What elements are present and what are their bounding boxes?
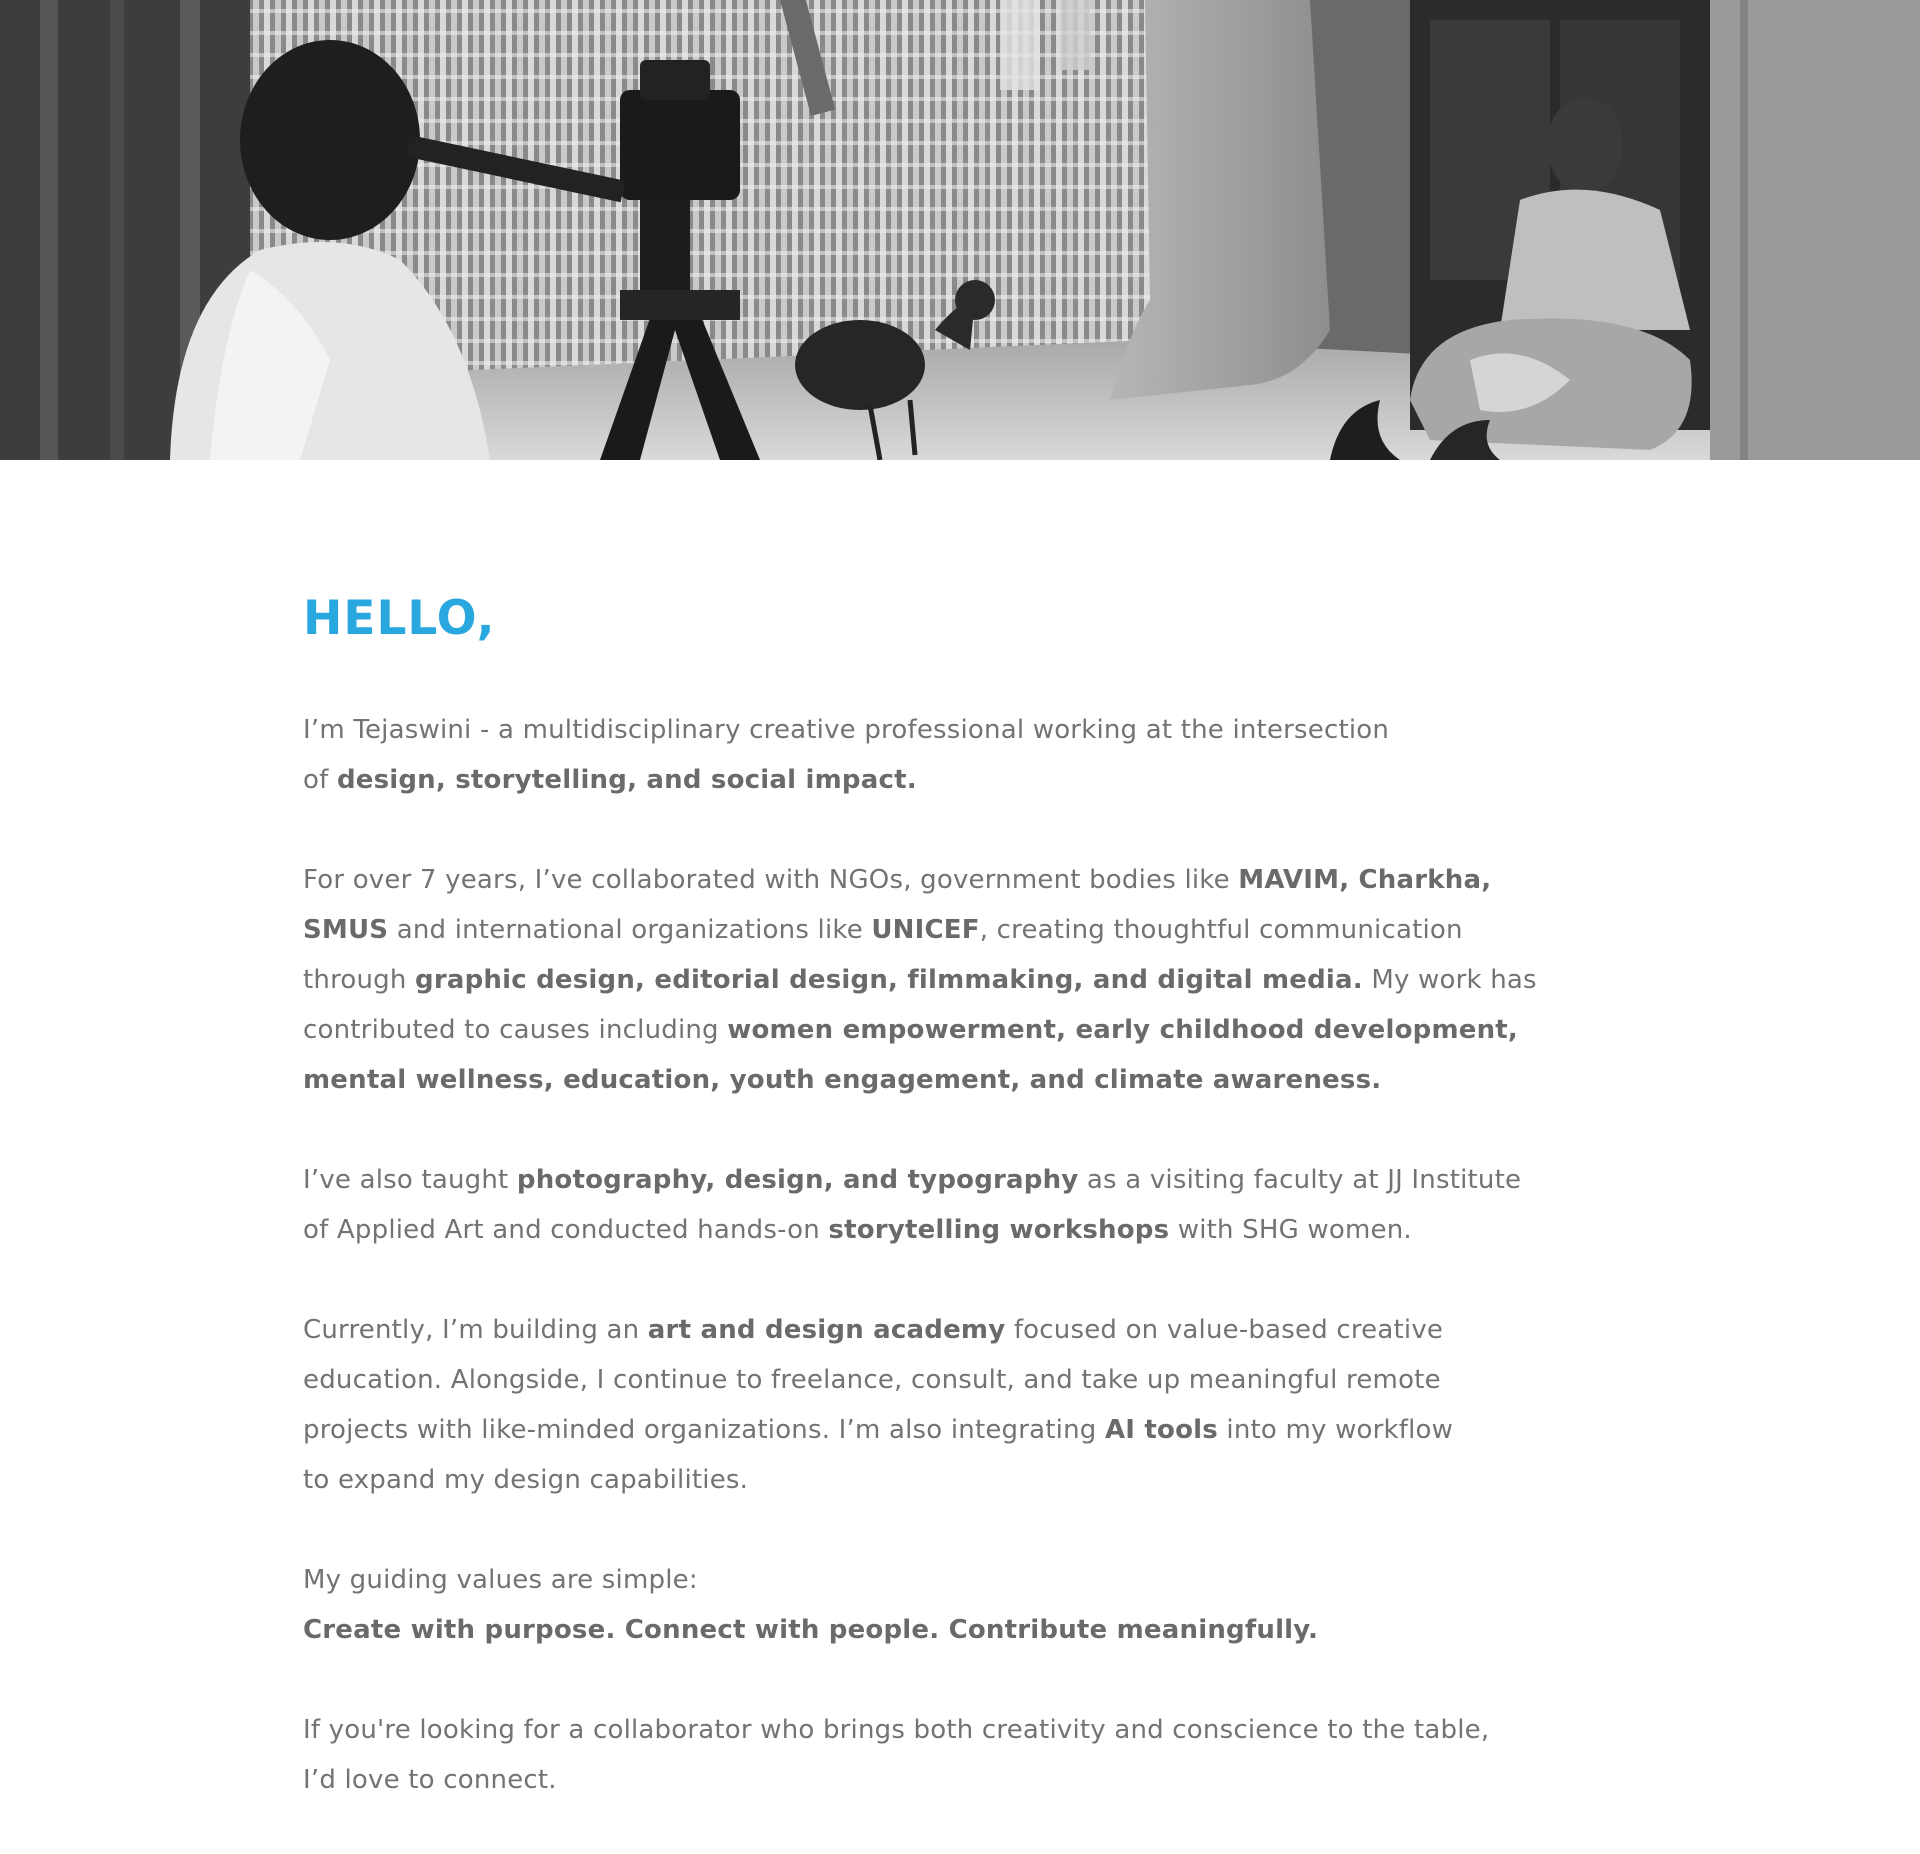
current-line-2: education. Alongside, I continue to freelance, consult, and take up meaningful remote xyxy=(303,1365,1441,1395)
experience-highlight: graphic design, editorial design, filmmaking, and digital media. xyxy=(415,965,1363,995)
values-motto: Create with purpose. Connect with people. Contribute meaningfully. xyxy=(303,1615,1319,1645)
intro-line-2 xyxy=(303,755,1643,805)
teaching-text: with SHG women. xyxy=(1169,1215,1412,1245)
closing-paragraph xyxy=(303,1705,1643,1805)
experience-highlight: women empowerment, early childhood development, xyxy=(727,1015,1518,1045)
current-text: projects with like-minded organizations. I’m also integrating xyxy=(303,1415,1105,1445)
current-work-paragraph xyxy=(303,1305,1643,1505)
teaching-line-1 xyxy=(303,1155,1643,1205)
experience-highlight: MAVIM, Charkha, xyxy=(1238,865,1492,895)
current-text: into my workflow xyxy=(1217,1415,1454,1445)
current-highlight: AI tools xyxy=(1104,1415,1218,1445)
current-line-3 xyxy=(303,1405,1643,1455)
experience-text: My work has xyxy=(1362,965,1537,995)
experience-line-3 xyxy=(303,955,1643,1005)
experience-line-1 xyxy=(303,855,1643,905)
about-content xyxy=(303,586,1643,1805)
teaching-highlight: storytelling workshops xyxy=(828,1215,1170,1245)
current-line-1 xyxy=(303,1305,1643,1355)
teaching-text: as a visiting faculty at JJ Institute xyxy=(1078,1165,1522,1195)
current-text: focused on value-based creative xyxy=(1005,1315,1444,1345)
closing-line-2: I’d love to connect. xyxy=(303,1765,557,1795)
current-text: Currently, I’m building an xyxy=(303,1315,648,1345)
teaching-paragraph xyxy=(303,1155,1643,1255)
closing-line-1: If you're looking for a collaborator who brings both creativity and conscience to the table, xyxy=(303,1715,1490,1745)
experience-text: through xyxy=(303,965,416,995)
intro-text: of xyxy=(303,765,337,795)
values-paragraph xyxy=(303,1555,1643,1655)
current-line-4: to expand my design capabilities. xyxy=(303,1465,749,1495)
intro-line-1: I’m Tejaswini - a multidisciplinary creative professional working at the intersection xyxy=(303,715,1390,745)
experience-highlight: mental wellness, education, youth engagement, and climate awareness. xyxy=(303,1065,1382,1095)
teaching-line-2 xyxy=(303,1205,1643,1255)
experience-paragraph xyxy=(303,855,1643,1105)
experience-text: contributed to causes including xyxy=(303,1015,728,1045)
experience-text: and international organizations like xyxy=(388,915,872,945)
current-highlight: art and design academy xyxy=(647,1315,1006,1345)
experience-text: For over 7 years, I’ve collaborated with NGOs, government bodies like xyxy=(303,865,1239,895)
experience-highlight: UNICEF xyxy=(871,915,980,945)
greeting-heading: HELLO, xyxy=(303,591,496,646)
hero-photo-illustration xyxy=(0,0,1920,460)
intro-paragraph xyxy=(303,705,1643,805)
teaching-text: of Applied Art and conducted hands-on xyxy=(303,1215,829,1245)
hero-photo xyxy=(0,0,1920,460)
teaching-text: I’ve also taught xyxy=(303,1165,517,1195)
experience-line-4 xyxy=(303,1005,1643,1055)
experience-highlight: SMUS xyxy=(303,915,389,945)
teaching-highlight: photography, design, and typography xyxy=(516,1165,1079,1195)
experience-text: , creating thoughtful communication xyxy=(979,915,1463,945)
values-line-1: My guiding values are simple: xyxy=(303,1565,698,1595)
intro-highlight: design, storytelling, and social impact. xyxy=(336,765,917,795)
experience-line-5 xyxy=(303,1055,1643,1105)
experience-line-2 xyxy=(303,905,1643,955)
